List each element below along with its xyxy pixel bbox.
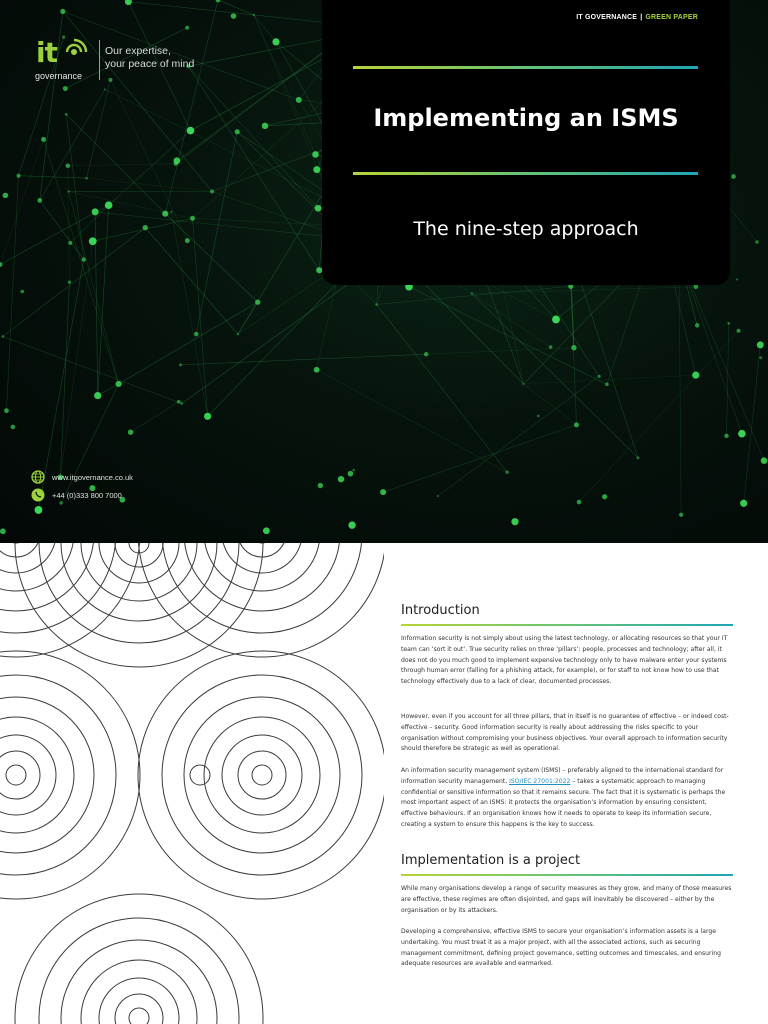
- website-contact[interactable]: [31, 470, 133, 484]
- network-node: [348, 471, 354, 477]
- intro-paragraph-3-text-b: – takes a systematic approach to managing confidential or sensitive information so that it remains secure. The fact that it is systematic is perhaps the most important aspect of an ISMS: it protects the organisation’s information by ensuring consistent, effective behaviours. If an organisation knows how it needs to operate to keep its information secure, creating a system to ensure this happens is the key to success.: [401, 777, 726, 828]
- network-node: [574, 422, 579, 427]
- pattern-ring: [138, 651, 384, 899]
- pattern-ring: [39, 543, 239, 643]
- network-node: [177, 400, 181, 404]
- network-node: [318, 483, 323, 488]
- network-node: [549, 345, 553, 349]
- network-node: [637, 456, 640, 459]
- implementation-paragraph-2: Developing a comprehensive, effective ISMS to secure your organisation’s information assets is a large undertaking. You must treat it as a major project, with all the associated actions, such as securing management commitment, defining project governance, setting outcomes and timescales, and ensuring adequate resources are available and earmarked.: [401, 928, 721, 968]
- section-rule: [401, 624, 733, 626]
- pattern-ring: [204, 543, 320, 591]
- whatsapp-phone-icon: [31, 488, 45, 502]
- pattern-ring: [184, 697, 340, 853]
- network-node: [2, 335, 5, 338]
- network-node: [68, 280, 71, 283]
- network-node: [740, 500, 747, 507]
- title-rule-bottom: [353, 172, 698, 175]
- network-node: [352, 469, 355, 472]
- network-node: [180, 402, 183, 405]
- network-node: [755, 240, 758, 243]
- network-node: [736, 278, 738, 280]
- network-node: [65, 163, 70, 168]
- header-doc-type: GREEN PAPER: [645, 14, 698, 21]
- pattern-ring: [0, 675, 116, 875]
- network-node: [731, 174, 736, 179]
- pattern-ring: [15, 543, 263, 667]
- website-link[interactable]: www.itgovernance.co.uk: [52, 472, 133, 482]
- network-node: [67, 190, 69, 192]
- network-node: [724, 434, 728, 438]
- network-node: [108, 78, 112, 82]
- network-node: [571, 345, 576, 350]
- pattern-ring: [0, 651, 140, 899]
- title-panel: [322, 0, 730, 285]
- network-node: [313, 166, 320, 173]
- pattern-ring: [61, 543, 217, 621]
- tagline: [105, 45, 194, 71]
- network-node: [143, 225, 148, 230]
- phone-number[interactable]: +44 (0)333 800 7000: [52, 490, 122, 500]
- network-node: [185, 238, 190, 243]
- pattern-ring: [99, 978, 179, 1024]
- intro-paragraph-1: Information security is not simply about using the latest technology, or allocating resources so that your IT team can ‘sort it out’. True security relies on three ‘pillars’: people, processes and technology; after all, it does not do you much good to implement expensive technology only to have malware enter your systems through human error (falling for a phishing attack, for example), or for staff to not know how to use that technology effectively due to a lack of clear, documented processes.: [401, 635, 728, 686]
- pattern-ring: [238, 751, 286, 799]
- network-node: [0, 528, 6, 534]
- pattern-ring: [0, 543, 56, 573]
- logo-mark: it: [36, 36, 57, 69]
- network-node: [16, 174, 20, 178]
- network-node: [4, 408, 9, 413]
- title-rule-top: [353, 66, 698, 69]
- pattern-ring: [129, 1008, 149, 1024]
- iso-27001-link[interactable]: ISO/IEC 27001:2022: [509, 777, 571, 785]
- network-node: [11, 425, 16, 430]
- pattern-dot: [190, 765, 210, 785]
- pattern-ring: [0, 717, 74, 833]
- pattern-ring: [204, 717, 320, 833]
- network-node: [105, 201, 113, 209]
- document-header: [576, 14, 698, 21]
- logo-subtext: governance: [35, 71, 83, 81]
- pattern-ring: [61, 940, 217, 1024]
- network-node: [187, 127, 195, 135]
- network-node: [255, 299, 260, 304]
- network-node: [190, 216, 195, 221]
- network-node: [727, 322, 730, 325]
- document-subtitle: The nine-step approach: [413, 218, 639, 240]
- network-node: [437, 495, 439, 497]
- pattern-ring: [0, 543, 94, 611]
- network-node: [757, 341, 764, 348]
- network-node: [231, 13, 237, 19]
- network-node: [375, 303, 378, 306]
- network-node: [170, 211, 172, 213]
- pattern-ring: [222, 735, 302, 815]
- network-node: [602, 494, 607, 499]
- network-node: [471, 292, 473, 294]
- network-node: [737, 329, 741, 333]
- network-node: [194, 332, 199, 337]
- pattern-ring: [0, 697, 94, 853]
- section-heading-implementation: Implementation is a project: [401, 853, 581, 868]
- pattern-ring: [81, 960, 197, 1024]
- intro-paragraph-3-text-a: An information security management system (ISMS) – preferably aligned to the international standard for information security management,: [401, 767, 724, 785]
- logo-divider: [99, 40, 100, 80]
- concentric-arc-pattern: [0, 543, 384, 1024]
- it-governance-logo: [33, 36, 89, 84]
- network-node: [125, 0, 132, 5]
- network-node: [68, 241, 72, 245]
- globe-icon: [31, 470, 45, 484]
- network-node: [679, 513, 683, 517]
- network-node: [597, 375, 600, 378]
- pattern-ring: [0, 543, 40, 557]
- network-node: [695, 323, 699, 327]
- section-heading-introduction: Introduction: [401, 603, 480, 618]
- network-node: [253, 14, 255, 16]
- phone-contact[interactable]: [31, 488, 122, 502]
- network-node: [128, 430, 133, 435]
- network-node: [272, 38, 279, 45]
- network-node: [3, 193, 9, 199]
- network-node: [348, 521, 355, 528]
- network-node: [263, 527, 270, 534]
- network-node: [210, 189, 214, 193]
- network-node: [380, 489, 386, 495]
- network-node: [505, 470, 508, 473]
- pattern-ring: [252, 765, 272, 785]
- network-node: [162, 211, 168, 217]
- network-node: [174, 162, 178, 166]
- network-node: [41, 137, 46, 142]
- network-node: [60, 9, 65, 14]
- network-node: [738, 430, 746, 438]
- pattern-ring: [115, 994, 163, 1024]
- network-node: [89, 237, 97, 245]
- network-node: [37, 198, 42, 203]
- network-node: [262, 123, 268, 129]
- network-node: [315, 205, 322, 212]
- network-node: [577, 500, 582, 505]
- intro-paragraph-2: However, even if you account for all three pillars, that in itself is no guarantee of effective – or indeed cost-effective – security. Good information security is really about addressing the risks specific to your organisation without compromising your business objectives. Your overall approach to information security should therefore be strategic as well as operational.: [401, 713, 729, 753]
- pattern-ring: [15, 894, 263, 1024]
- network-node: [85, 177, 88, 180]
- network-node: [692, 372, 699, 379]
- network-node: [82, 257, 86, 261]
- intro-paragraph-3: [401, 766, 733, 831]
- network-node: [185, 26, 189, 30]
- network-node: [338, 476, 344, 482]
- network-node: [761, 457, 768, 464]
- network-node: [65, 113, 68, 116]
- network-node: [179, 363, 182, 366]
- network-node: [20, 290, 24, 294]
- network-node: [424, 352, 428, 356]
- pattern-ring: [0, 735, 56, 815]
- network-node: [63, 86, 68, 91]
- pattern-ring: [6, 765, 26, 785]
- network-node: [235, 129, 240, 134]
- network-node: [216, 0, 221, 2]
- network-node: [92, 208, 99, 215]
- network-node: [237, 333, 239, 335]
- network-node: [552, 316, 560, 324]
- network-node: [537, 415, 540, 418]
- document-title: Implementing an ISMS: [373, 104, 679, 132]
- network-node: [605, 383, 609, 387]
- tagline-line-2: your peace of mind: [105, 58, 195, 70]
- network-node: [296, 97, 302, 103]
- tagline-line-1: Our expertise,: [105, 45, 171, 57]
- network-node: [759, 356, 762, 359]
- network-node: [116, 381, 122, 387]
- implementation-paragraph-1: While many organisations develop a range of security measures as they grow, and many of those measures are effective, these regimes are often disjointed, and gaps will inevitably be discovered – either by the organisation or by its attackers.: [401, 885, 732, 914]
- network-node: [94, 392, 101, 399]
- network-node: [0, 262, 3, 267]
- network-node: [104, 88, 106, 90]
- network-node: [314, 367, 320, 373]
- network-node: [204, 413, 211, 420]
- header-separator: |: [640, 14, 643, 21]
- header-brand: IT GOVERNANCE: [576, 14, 638, 21]
- signal-waves-icon: [66, 38, 90, 62]
- network-node: [511, 518, 518, 525]
- network-node: [312, 151, 319, 158]
- network-node: [694, 284, 699, 289]
- section-rule: [401, 874, 733, 876]
- network-node: [35, 506, 43, 514]
- network-node: [522, 383, 524, 385]
- pattern-ring: [0, 543, 140, 657]
- pattern-ring: [162, 675, 362, 875]
